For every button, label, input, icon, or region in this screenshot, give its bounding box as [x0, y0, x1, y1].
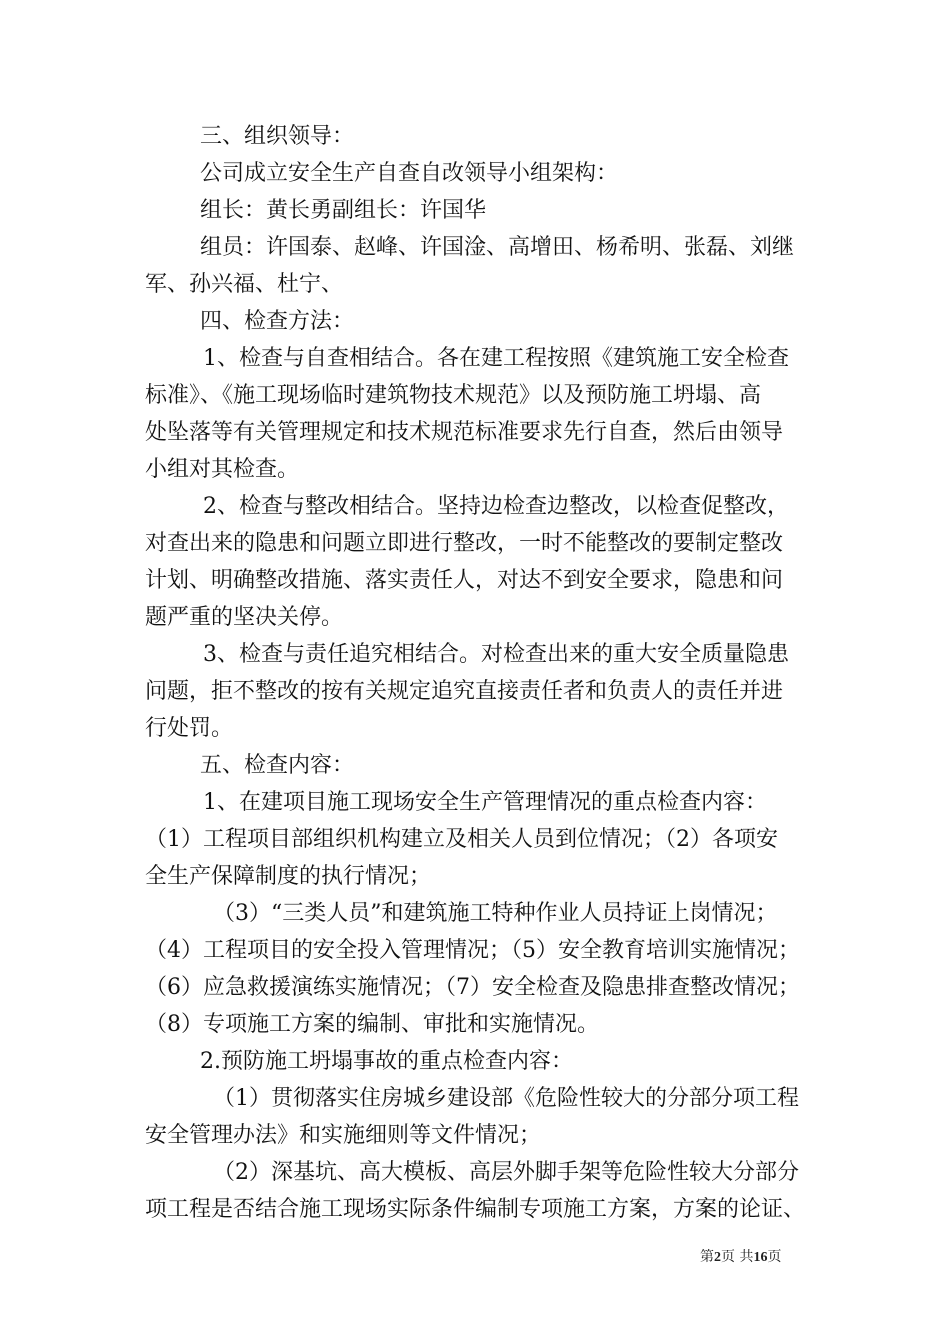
paragraph-line: （8）专项施工方案的编制、审批和实施情况。	[145, 1012, 599, 1037]
paragraph-line: 项工程是否结合施工现场实际条件编制专项施工方案，方案的论证、	[145, 1197, 806, 1222]
paragraph-line: 组长：黄长勇副组长：许国华	[200, 198, 487, 223]
paragraph-line: 处坠落等有关管理规定和技术规范标准要求先行自查，然后由领导	[145, 420, 784, 445]
footer-prefix: 第	[700, 1249, 714, 1265]
document-body	[145, 118, 825, 1228]
paragraph-line: 问题，拒不整改的按有关规定追究直接责任者和负责人的责任并进	[145, 679, 784, 704]
page-total: 16	[753, 1250, 768, 1265]
page-number: 2	[714, 1250, 721, 1265]
page-footer	[700, 1246, 781, 1266]
paragraph-line: 公司成立安全生产自查自改领导小组架构：	[200, 161, 619, 186]
paragraph-line: （3）“三类人员”和建筑施工特种作业人员持证上岗情况；	[213, 901, 778, 926]
paragraph-line: 安全管理办法》和实施细则等文件情况；	[145, 1123, 542, 1148]
paragraph-line: 对查出来的隐患和问题立即进行整改，一时不能整改的要制定整改	[145, 531, 784, 556]
footer-suffix: 页	[767, 1249, 782, 1265]
paragraph-line: 组员：许国泰、赵峰、许国淦、高增田、杨希明、张磊、刘继	[200, 235, 795, 260]
paragraph-line: 题严重的坚决关停。	[145, 605, 344, 630]
heading-organization: 三、组织领导：	[200, 124, 355, 149]
paragraph-line: 标准》、《施工现场临时建筑物技术规范》以及预防施工坍塌、高	[145, 383, 762, 408]
paragraph-line: 计划、明确整改措施、落实责任人，对达不到安全要求，隐患和问	[145, 568, 784, 593]
paragraph-line: 3、检查与责任追究相结合。对检查出来的重大安全质量隐患	[203, 642, 789, 667]
paragraph-line: 小组对其检查。	[145, 457, 300, 482]
paragraph-line: 2、检查与整改相结合。坚持边检查边整改，以检查促整改，	[203, 494, 789, 519]
paragraph-line: （6）应急救援演练实施情况；（7）安全检查及隐患排查整改情况；	[145, 975, 800, 1000]
heading-inspection-method: 四、检查方法：	[200, 309, 355, 334]
heading-inspection-content: 五、检查内容：	[200, 753, 355, 778]
paragraph-line: （1）工程项目部组织机构建立及相关人员到位情况；（2）各项安	[145, 827, 778, 852]
paragraph-line: 1、检查与自查相结合。各在建工程按照《建筑施工安全检查	[203, 346, 789, 371]
paragraph-line: 全生产保障制度的执行情况；	[145, 864, 432, 889]
paragraph-line: （4）工程项目的安全投入管理情况；（5）安全教育培训实施情况；	[145, 938, 800, 963]
paragraph-line: （1）贯彻落实住房城乡建设部《危险性较大的分部分项工程	[213, 1086, 799, 1111]
paragraph-line: 2.预防施工坍塌事故的重点检查内容：	[200, 1049, 573, 1074]
paragraph-line: （2）深基坑、高大模板、高层外脚手架等危险性较大分部分	[213, 1160, 799, 1185]
paragraph-line: 行处罚。	[145, 716, 234, 741]
paragraph-line: 军、孙兴福、杜宁、	[145, 272, 344, 297]
footer-middle: 页 共	[721, 1249, 754, 1265]
paragraph-line: 1、在建项目施工现场安全生产管理情况的重点检查内容：	[203, 790, 767, 815]
